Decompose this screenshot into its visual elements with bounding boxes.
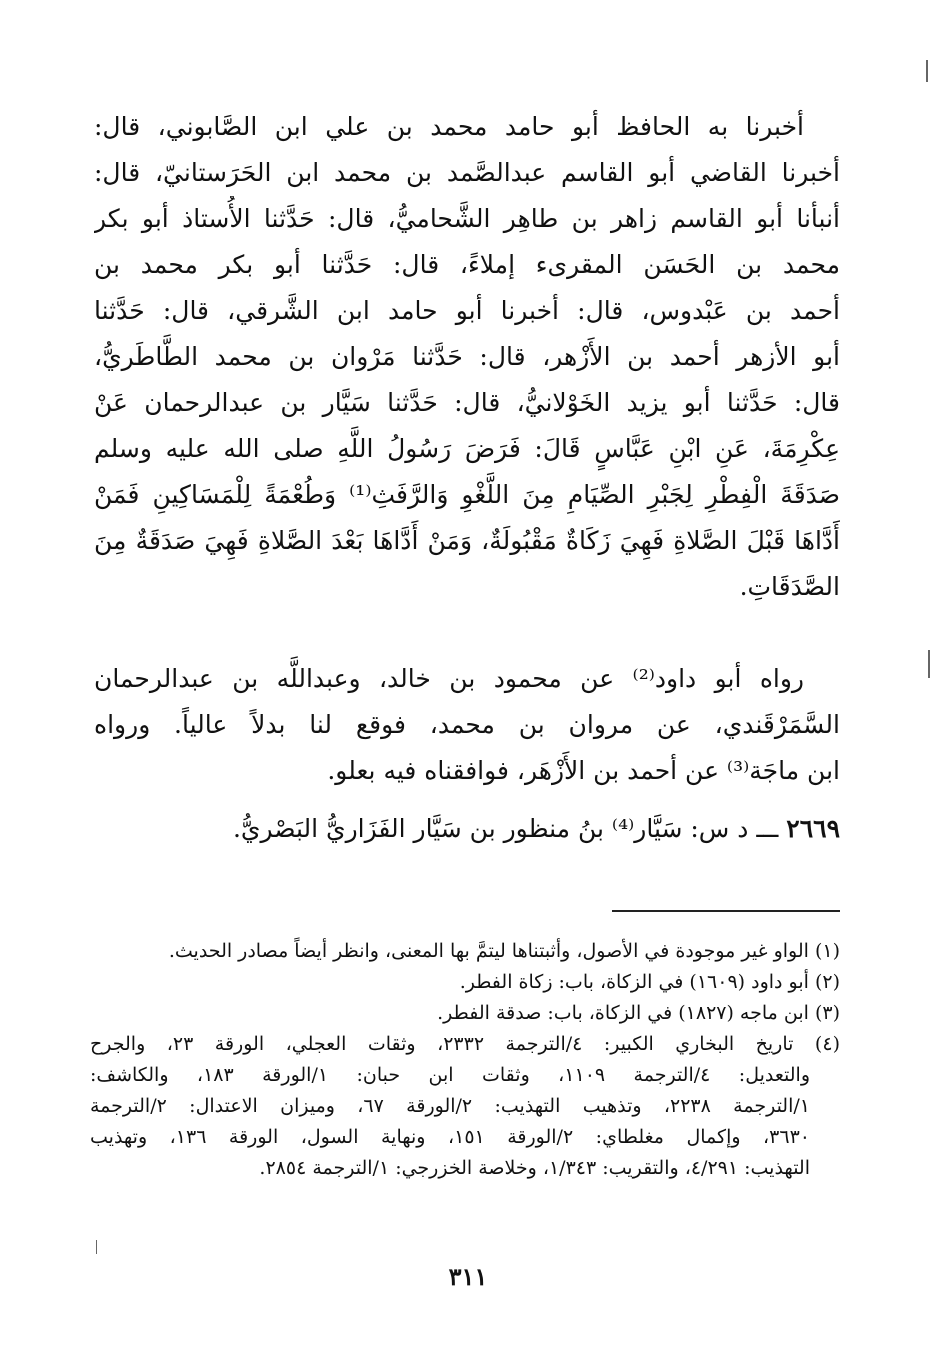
footnote-line: (١) الواو غير موجودة في الأصول، وأثبتناها ليتمَّ بها المعنى، وانظر أيضاً مصادر الحديث. bbox=[168, 940, 840, 962]
footnote-line: والتعديل: ٤/الترجمة ١١٠٩، وثقات ابن حبان: ١/الورقة ١٨٣، والكاشف: bbox=[90, 1064, 810, 1086]
text-line: أخبرنا به الحافظ أبو حامد محمد بن علي ابن الصَّابوني، قال: bbox=[94, 112, 804, 141]
footnote-line: ١/الترجمة ٢٢٣٨، وتذهيب التهذيب: ٢/الورقة ٦٧، وميزان الاعتدال: ٢/الترجمة bbox=[90, 1095, 810, 1117]
entry-title: ـــ د س: سَيَّار⁽⁴⁾ بنُ منظور بن سَيَّار الفَزَاريُّ البَصْريُّ. bbox=[232, 814, 779, 843]
footnotes bbox=[90, 936, 840, 1184]
footnote-divider bbox=[612, 910, 840, 912]
biography-entry-heading bbox=[94, 806, 840, 852]
text-line: الصَّدَقَاتِ. bbox=[739, 572, 840, 601]
page-number: ٣١١ bbox=[448, 1262, 488, 1291]
text-line: رواه أبو داود⁽²⁾ عن محمود بن خالد، وعبداللَّه بن عبدالرحمان bbox=[94, 664, 805, 693]
footnote-line: (٤) تاريخ البخاري الكبير: ٤/الترجمة ٢٣٣٢، وثقات العجلي، الورقة ٢٣، والجرح bbox=[90, 1033, 840, 1055]
text-line: أنبأنا أبو القاسم زاهر بن طاهِر الشَّحاميُّ، قال: حَدَّثنا الأُستاذ أبو بكر bbox=[94, 204, 840, 233]
text-line: قال: حَدَّثنا أبو يزيد الخَوْلانيُّ، قال: حَدَّثنا سَيَّار بن عبدالرحمان عَنْ bbox=[94, 388, 840, 417]
text-line bbox=[94, 806, 840, 852]
text-line: صَدَقَةَ الْفِطْرِ لِجَبْرِ الصِّيَامِ مِنَ اللَّغْوِ وَالرَّفَثِ⁽¹⁾ وَطُعْمَةً لِلْمَسَاكِينِ فَمَنْ bbox=[94, 480, 840, 509]
text-line: أخبرنا القاضي أبو القاسم عبدالصَّمد بن محمد ابن الحَرَستانيّ، قال: bbox=[94, 158, 840, 187]
footnote-3 bbox=[90, 998, 840, 1029]
hadith-chain-paragraph bbox=[94, 104, 840, 610]
text-line: أحمد بن عَبْدوس، قال: أخبرنا أبو حامد ابن الشَّرقي، قال: حَدَّثنا bbox=[94, 296, 840, 325]
scan-edge-mark bbox=[96, 1240, 97, 1254]
text-line: السَّمَرْقَندي، عن مروان بن محمد، فوقع لنا بدلاً عالياً. ورواه bbox=[94, 710, 840, 739]
text-line: عِكْرِمَةَ، عَنِ ابْنِ عَبَّاسٍ قَالَ: فَرَضَ رَسُولُ اللَّهِ صلى الله عليه وسلم bbox=[94, 434, 840, 463]
footnote-line: (٢) أبو داود (١٦٠٩) في الزكاة، باب: زكاة الفطر. bbox=[459, 971, 840, 993]
footnote-4 bbox=[90, 1029, 840, 1184]
footnote-line: (٣) ابن ماجه (١٨٢٧) في الزكاة، باب: صدقة الفطر. bbox=[437, 1002, 840, 1024]
scan-edge-mark bbox=[926, 60, 928, 82]
text-line: ابن ماجَة⁽³⁾ عن أحمد بن الأَزْهَر، فوافقناه فيه بعلو. bbox=[327, 756, 840, 785]
footnote-line: التهذيب: ٤/٢٩١، والتقريب: ١/٣٤٣، وخلاصة الخزرجي: ١/الترجمة ٢٨٥٤. bbox=[259, 1157, 810, 1179]
text-line: محمد بن الحَسَن المقرىء إملاءً، قال: حَدَّثنا أبو بكر محمد بن bbox=[94, 250, 840, 279]
footnote-line: ٣٦٣٠، وإكمال مغلطاي: ٢/الورقة ١٥١، ونهاية السول، الورقة ١٣٦، وتهذيب bbox=[90, 1126, 810, 1148]
text-line: أَدَّاهَا قَبْلَ الصَّلاةِ فَهِيَ زَكَاةٌ مَقْبُولَةٌ، وَمَنْ أَدَّاهَا بَعْدَ الصَّلاةِ فَهِيَ صَدَقَةٌ مِنَ bbox=[94, 526, 840, 555]
text-line: أبو الأزهر أحمد بن الأَزْهر، قال: حَدَّثنا مَرْوان بن محمد الطَّاطَريُّ، bbox=[94, 342, 840, 371]
narration-paragraph bbox=[94, 656, 840, 794]
scan-edge-mark bbox=[928, 650, 930, 678]
footnote-1 bbox=[90, 936, 840, 967]
entry-number: ٢٦٦٩ bbox=[786, 814, 840, 843]
footnote-2 bbox=[90, 967, 840, 998]
